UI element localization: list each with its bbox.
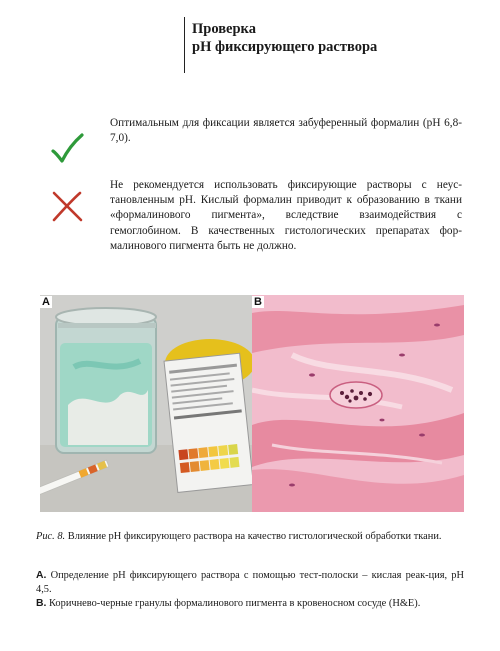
cross-icon	[50, 190, 84, 222]
figure-panel-a	[40, 295, 252, 512]
page-title	[192, 20, 377, 56]
figure-caption	[36, 530, 464, 544]
figure-panel-b	[252, 295, 464, 512]
page-title-line2: рН фиксирующего раствора	[192, 39, 378, 55]
jar-photo	[40, 295, 252, 512]
legend-a-text: Определение рН фиксирующего раствора с помощью тест-полоски – кислая реак-ция, рН 4,5.	[36, 570, 464, 595]
legend-b-letter: В.	[36, 598, 47, 609]
micrograph	[252, 295, 464, 512]
legend-a	[36, 569, 464, 596]
check-icon	[50, 133, 84, 165]
figure-caption-text: Влияние рН фиксирующего раствора на качество гистологической обработки ткани.	[67, 531, 442, 542]
panel-b-label: B	[254, 296, 262, 308]
recommendation-negative: Не рекомендуется использовать фиксирующие растворы с неус-тановленным рН. Кислый формалин приводит к образованию в ткани «формалинового пигмента», вследствие взаимодействия с гемоглобином. В качественных гистологических препаратах фор-малинового пигмента быть не должно.	[110, 179, 462, 252]
legend-b	[36, 597, 464, 611]
panel-a-label: A	[42, 296, 50, 308]
page-title-line1: Проверка	[192, 21, 256, 37]
recommendation-positive: Оптимальным для фиксации является забуференный формалин (рН 6,8-7,0).	[110, 117, 462, 145]
legend-b-text: Коричнево-черные гранулы формалинового пигмента в кровеносном сосуде (H&E).	[49, 598, 421, 609]
title-divider	[184, 17, 185, 73]
legend-a-letter: А.	[36, 570, 47, 581]
figure-number: Рис. 8.	[36, 531, 66, 542]
